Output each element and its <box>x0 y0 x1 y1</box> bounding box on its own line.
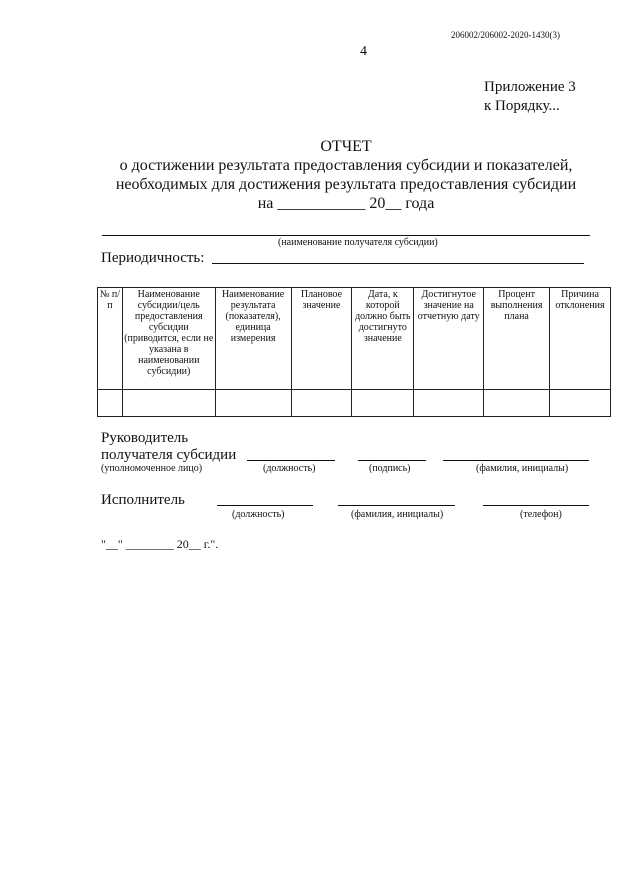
head-label-line-2: получателя субсидии <box>101 447 237 463</box>
table-row <box>98 390 611 417</box>
report-title: ОТЧЕТ <box>320 138 372 155</box>
page-number: 4 <box>360 44 367 59</box>
report-title-block <box>0 137 640 213</box>
periodicity-line <box>212 263 584 264</box>
table-cell <box>215 390 291 417</box>
head-caption: (уполномоченное лицо) <box>101 463 203 474</box>
table-cell <box>352 390 414 417</box>
table-header-cell: Достигнутое значение на отчетную дату <box>414 288 484 390</box>
report-table <box>97 287 611 417</box>
table-header-cell: Плановое значение <box>291 288 352 390</box>
table-cell <box>122 390 215 417</box>
periodicity-label: Периодичность: <box>101 250 205 266</box>
executor-label: Исполнитель <box>101 492 185 508</box>
report-subtitle-line-1: о достижении результата предоставления субсидии и показателей, <box>119 157 573 174</box>
recipient-caption: (наименование получателя субсидии) <box>278 237 438 248</box>
table-header-cell: Причина отклонения <box>550 288 611 390</box>
report-subtitle-line-2: необходимых для достижения результата предоставления субсидии <box>115 176 577 193</box>
table-header-cell: № п/п <box>98 288 123 390</box>
report-period-line: на ___________ 20__ года <box>257 195 435 212</box>
date-line: "__" ________ 20__ г.". <box>101 537 219 551</box>
table-header-cell: Дата, к которой должно быть достигнуто значение <box>352 288 414 390</box>
document-code: 206002/206002-2020-1430(3) <box>451 30 560 40</box>
table-cell <box>414 390 484 417</box>
head-name-line <box>443 460 589 461</box>
table-header-cell: Процент выполнения плана <box>484 288 550 390</box>
executor-name-line <box>338 505 455 506</box>
executor-position-line <box>217 505 313 506</box>
table-header-cell: Наименование субсидии/цель предоставления субсидии (приводится, если не указана в наименовании субсидии) <box>122 288 215 390</box>
table-header-cell: Наименование результата (показателя), единица измерения <box>215 288 291 390</box>
position-caption: (должность) <box>263 463 316 474</box>
table-cell <box>484 390 550 417</box>
head-position-line <box>247 460 335 461</box>
table-cell <box>550 390 611 417</box>
executor-phone-line <box>483 505 589 506</box>
table-cell <box>98 390 123 417</box>
executor-name-caption: (фамилия, инициалы) <box>351 509 444 520</box>
signature-caption: (подпись) <box>369 463 411 474</box>
table-cell <box>291 390 352 417</box>
head-signature-line <box>358 460 426 461</box>
head-label-line-1: Руководитель <box>101 430 189 446</box>
name-caption: (фамилия, инициалы) <box>476 463 569 474</box>
appendix-line-1: Приложение 3 <box>484 79 576 95</box>
recipient-name-line <box>102 235 590 236</box>
appendix-line-2: к Порядку... <box>484 98 560 114</box>
appendix-note <box>484 78 576 116</box>
phone-caption: (телефон) <box>520 509 562 520</box>
table-header-row <box>98 288 611 390</box>
executor-position-caption: (должность) <box>232 509 285 520</box>
